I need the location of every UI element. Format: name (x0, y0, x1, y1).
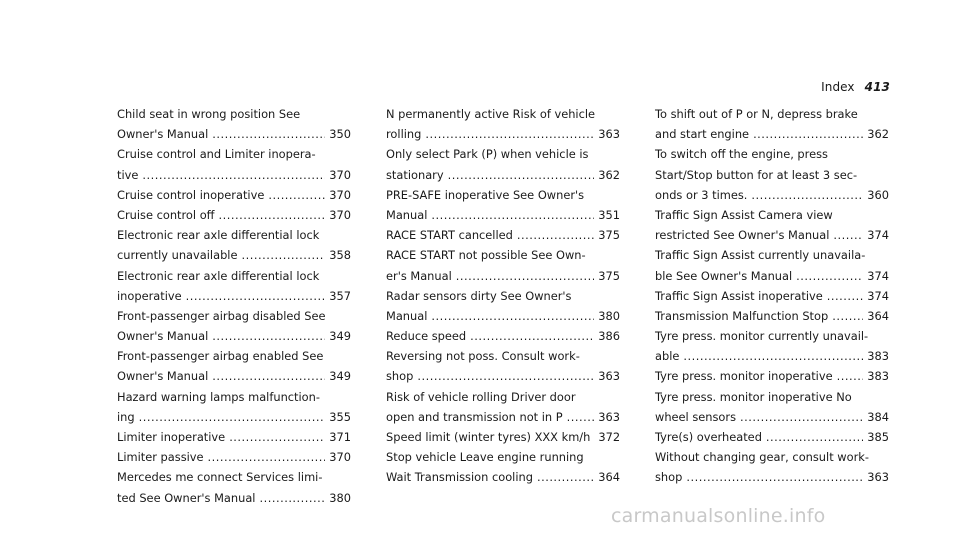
index-entry-text: Without changing gear, consult work- (655, 450, 869, 465)
leader-dots (833, 225, 863, 245)
page-header (821, 80, 890, 94)
index-page-ref[interactable]: 362 (867, 127, 889, 142)
index-entry-text: tive (117, 167, 139, 182)
index-entry-text: Limiter inoperative (117, 430, 226, 444)
leader-dots (212, 366, 325, 386)
leader-dots (740, 407, 863, 427)
index-entry-text: Front-passenger airbag enabled See (117, 349, 324, 364)
index-line (386, 326, 620, 346)
index-entry-text: Tyre press. monitor inoperative No (655, 389, 852, 404)
index-page-ref[interactable]: 362 (598, 167, 620, 182)
index-entry-text: Speed limit (winter tyres) XXX km/h (386, 430, 591, 444)
index-entry-text: ble See Owner's Manual (655, 268, 793, 283)
leader-dots (837, 366, 864, 386)
index-line (655, 205, 889, 225)
leader-dots (537, 467, 594, 487)
watermark: carmanualsonline.info (611, 505, 826, 527)
index-entry-text: Reduce speed (386, 329, 467, 344)
index-line (655, 346, 889, 366)
index-entry-text: stationary (386, 167, 444, 182)
index-entry-text: Traffic Sign Assist Camera view (655, 207, 833, 222)
index-line (117, 306, 351, 326)
index-line (117, 225, 351, 245)
index-entry-text: PRE-SAFE inoperative See Owner's (386, 187, 585, 202)
index-line (117, 124, 351, 144)
index-line (117, 427, 351, 447)
index-line (386, 346, 620, 366)
index-page-ref[interactable]: 383 (867, 349, 889, 364)
index-entry-text: Start/Stop button for at least 3 sec- (655, 167, 858, 182)
index-line (386, 165, 620, 185)
index-line (117, 488, 351, 508)
index-line (117, 467, 351, 487)
index-page-ref[interactable]: 358 (329, 248, 351, 263)
index-line (117, 346, 351, 366)
leader-dots (212, 326, 325, 346)
index-entry-text: shop (386, 369, 414, 384)
index-entry-text: Tyre(s) overheated (655, 430, 762, 444)
index-entry-text: onds or 3 times. (655, 187, 748, 202)
index-page-ref[interactable]: 364 (867, 308, 889, 323)
leader-dots (827, 286, 863, 306)
index-entry-text: Cruise control and Limiter inopera- (117, 147, 316, 162)
index-entry-text: N permanently active Risk of vehicle (386, 107, 596, 121)
index-page-ref[interactable]: 364 (598, 470, 620, 485)
index-page-ref[interactable]: 374 (867, 268, 889, 283)
index-line (386, 407, 620, 427)
index-line (655, 144, 889, 164)
index-line (655, 447, 889, 467)
index-line (386, 366, 620, 386)
leader-dots (456, 266, 594, 286)
index-line (655, 165, 889, 185)
leader-dots (268, 185, 325, 205)
index-page-ref[interactable]: 349 (329, 369, 351, 384)
index-entry-text: er's Manual (386, 268, 452, 283)
leader-dots (832, 306, 863, 326)
index-line (117, 266, 351, 286)
index-page-ref[interactable]: 370 (329, 450, 351, 465)
index-entry-text: Traffic Sign Assist currently unavaila- (655, 248, 866, 263)
index-page-ref[interactable]: 370 (329, 207, 351, 222)
index-line (386, 447, 620, 467)
index-entry-text: Manual (386, 308, 428, 323)
index-entry-text: RACE START cancelled (386, 228, 513, 243)
index-line (386, 266, 620, 286)
index-line (655, 185, 889, 205)
index-page-ref[interactable]: 375 (598, 228, 620, 243)
index-entry-text: currently unavailable (117, 248, 238, 263)
leader-dots (796, 266, 863, 286)
index-entry-text: Tyre press. monitor currently unavail- (655, 329, 869, 344)
index-page-ref[interactable]: 370 (329, 167, 351, 182)
index-line (655, 124, 889, 144)
index-page-ref[interactable]: 363 (598, 409, 620, 424)
index-page-ref[interactable]: 363 (867, 470, 889, 485)
index-entry-text: Owner's Manual (117, 369, 209, 384)
index-line (386, 185, 620, 205)
index-page-ref[interactable]: 371 (329, 430, 351, 444)
leader-dots (425, 124, 594, 144)
index-page-ref[interactable]: 355 (329, 409, 351, 424)
index-line (655, 467, 889, 487)
index-line (117, 447, 351, 467)
index-entry-text: Transmission Malfunction Stop (655, 308, 829, 323)
index-line (655, 407, 889, 427)
index-entry-text: and start engine (655, 127, 750, 142)
index-page-ref[interactable]: 386 (598, 329, 620, 344)
index-entry-text: Mercedes me connect Services limi- (117, 470, 323, 485)
index-line (117, 245, 351, 265)
index-entry-text: restricted See Owner's Manual (655, 228, 830, 243)
index-entry-text: Owner's Manual (117, 127, 209, 142)
leader-dots (212, 124, 325, 144)
index-page-ref[interactable]: 372 (598, 430, 621, 444)
index-line (117, 407, 351, 427)
index-entry-text: Traffic Sign Assist inoperative (655, 288, 823, 303)
index-entry-text: ted See Owner's Manual (117, 490, 256, 505)
index-page-ref[interactable]: 357 (329, 288, 351, 303)
index-entry-text: RACE START not possible See Own- (386, 248, 586, 263)
index-line (655, 387, 889, 407)
index-line (655, 245, 889, 265)
index-line (117, 104, 351, 124)
leader-dots (431, 306, 594, 326)
index-page-ref[interactable]: 349 (329, 329, 351, 344)
index-line (386, 104, 620, 124)
index-page-ref[interactable]: 370 (329, 187, 351, 202)
index-entry-text: Limiter passive (117, 450, 204, 465)
index-line (117, 286, 351, 306)
index-entry-text: Electronic rear axle differential lock (117, 268, 320, 283)
index-line (386, 225, 620, 245)
index-entry-text: To switch off the engine, press (655, 147, 828, 162)
index-entry-text: Cruise control off (117, 207, 215, 222)
index-line (655, 306, 889, 326)
index-line (386, 306, 620, 326)
leader-dots (208, 447, 326, 467)
leader-dots (241, 245, 325, 265)
leader-dots (448, 165, 595, 185)
index-line (386, 427, 620, 447)
index-page-ref[interactable]: 374 (867, 228, 889, 243)
leader-dots (517, 225, 594, 245)
index-entry-text: Cruise control inoperative (117, 187, 265, 202)
index-line (386, 467, 620, 487)
index-line (655, 266, 889, 286)
leader-dots (186, 286, 326, 306)
index-page-ref[interactable]: 380 (598, 308, 620, 323)
index-page-ref[interactable]: 380 (329, 490, 351, 505)
index-line (655, 286, 889, 306)
leader-dots (686, 467, 863, 487)
leader-dots (431, 205, 594, 225)
leader-dots (683, 346, 863, 366)
leader-dots (567, 407, 595, 427)
index-line (117, 366, 351, 386)
index-line (117, 144, 351, 164)
index-entry-text: Radar sensors dirty See Owner's (386, 288, 572, 303)
index-entry-text: rolling (386, 127, 422, 142)
index-entry-text: Risk of vehicle rolling Driver door (386, 389, 576, 404)
index-page-ref[interactable]: 360 (867, 187, 889, 202)
index-line (117, 387, 351, 407)
leader-dots (470, 326, 594, 346)
leader-dots (142, 165, 325, 185)
index-entry-text: Stop vehicle Leave engine running (386, 450, 584, 465)
index-page-ref[interactable]: 383 (867, 369, 889, 384)
leader-dots (751, 185, 863, 205)
header-label: Index (821, 80, 855, 94)
leader-dots (753, 124, 863, 144)
index-page-ref[interactable]: 375 (598, 268, 620, 283)
leader-dots (219, 205, 326, 225)
leader-dots (259, 488, 325, 508)
leader-dots (229, 427, 325, 447)
index-entry-text: wheel sensors (655, 409, 737, 424)
index-entry-text: Reversing not poss. Consult work- (386, 349, 580, 364)
index-column-3 (655, 104, 889, 488)
index-line (386, 205, 620, 225)
page-number: 413 (864, 80, 890, 94)
index-entry-text: Owner's Manual (117, 329, 209, 344)
index-line (386, 144, 620, 164)
index-entry-text: able (655, 349, 680, 364)
index-entry-text: open and transmission not in P (386, 409, 563, 424)
index-page-ref[interactable]: 374 (867, 288, 889, 303)
index-line (386, 387, 620, 407)
index-page-ref[interactable]: 351 (598, 207, 620, 222)
index-entry-text: shop (655, 470, 683, 485)
index-entry-text: inoperative (117, 288, 182, 303)
index-line (386, 286, 620, 306)
index-column-2 (386, 104, 620, 488)
index-line (655, 427, 889, 447)
index-entry-text: To shift out of P or N, depress brake (655, 107, 858, 121)
index-line (117, 165, 351, 185)
index-entry-text: Hazard warning lamps malfunction- (117, 389, 320, 404)
index-line (655, 104, 889, 124)
index-line (655, 225, 889, 245)
leader-dots (417, 366, 594, 386)
index-line (117, 326, 351, 346)
index-line (386, 245, 620, 265)
index-entry-text: Manual (386, 207, 428, 222)
leader-dots (766, 427, 863, 447)
index-page-ref[interactable]: 384 (867, 409, 889, 424)
index-entry-text: ing (117, 409, 135, 424)
index-entry-text: Child seat in wrong position See (117, 107, 301, 121)
index-page-ref[interactable]: 363 (598, 369, 620, 384)
index-entry-text: Tyre press. monitor inoperative (655, 369, 833, 384)
index-entry-text: Electronic rear axle differential lock (117, 228, 320, 243)
index-entry-text: Wait Transmission cooling (386, 470, 533, 485)
index-line (655, 326, 889, 346)
index-page-ref[interactable]: 385 (867, 430, 889, 444)
index-page-ref[interactable]: 350 (329, 127, 351, 142)
index-line (117, 205, 351, 225)
index-entry-text: Front-passenger airbag disabled See (117, 308, 326, 323)
index-page-ref[interactable]: 363 (598, 127, 620, 142)
index-entry-text: Only select Park (P) when vehicle is (386, 147, 589, 162)
index-column-1 (117, 104, 351, 508)
index-line (386, 124, 620, 144)
index-line (655, 366, 889, 386)
index-line (117, 185, 351, 205)
leader-dots (139, 407, 326, 427)
